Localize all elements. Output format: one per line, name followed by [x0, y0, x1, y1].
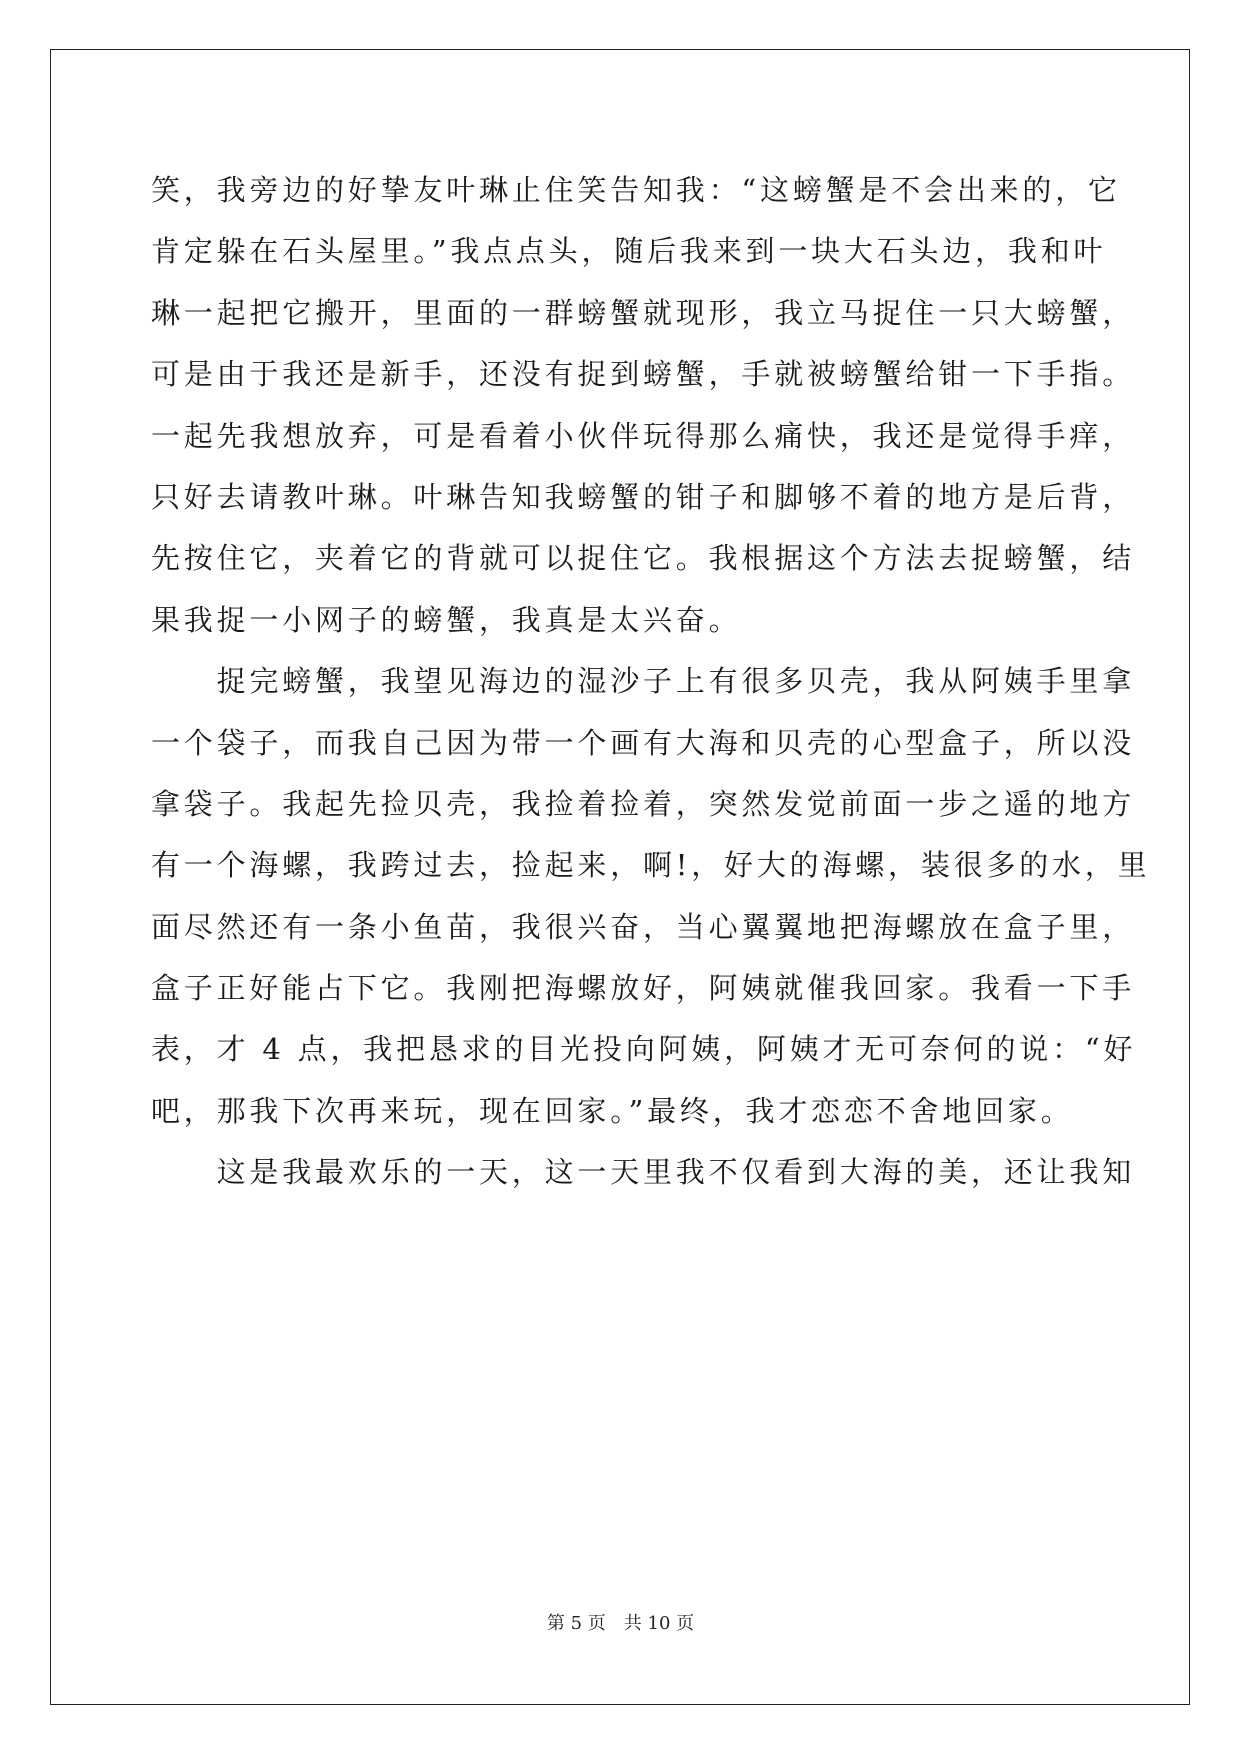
text-line: 一个袋子，而我自己因为带一个画有大海和贝壳的心型盒子，所以没 [151, 725, 1136, 760]
text-line: 只好去请教叶琳。叶琳告知我螃蟹的钳子和脚够不着的地方是后背， [151, 479, 1136, 514]
text-line: 这是我最欢乐的一天，这一天里我不仅看到大海的美，还让我知 [151, 1155, 1136, 1190]
page-number: 第 5 页 共 10 页 [546, 1613, 695, 1634]
text-line: 肯定躲在石头屋里。”我点点头，随后我来到一块大石头边，我和叶 [151, 234, 1107, 269]
text-line: 表，才 4 点，我把恳求的目光投向阿姨，阿姨才无可奈何的说：“好 [151, 1032, 1137, 1067]
document-body [151, 160, 1151, 1204]
text-line: 可是由于我还是新手，还没有捉到螃蟹，手就被螃蟹给钳一下手指。 [151, 357, 1136, 392]
text-line: 有一个海螺，我跨过去，捡起来，啊!，好大的海螺，装很多的水，里 [151, 848, 1151, 883]
text-line: 面尽然还有一条小鱼苗，我很兴奋，当心翼翼地把海螺放在盒子里， [151, 909, 1136, 944]
text-line: 笑，我旁边的好挚友叶琳止住笑告知我：“这螃蟹是不会出来的，它 [151, 173, 1121, 207]
text-line: 吧，那我下次再来玩，现在回家。”最终，我才恋恋不舍地回家。 [151, 1093, 1074, 1128]
text-line: 盒子正好能占下它。我刚把海螺放好，阿姨就催我回家。我看一下手 [151, 971, 1136, 1006]
text-line: 琳一起把它搬开，里面的一群螃蟹就现形，我立马捉住一只大螃蟹， [151, 295, 1136, 330]
text-line: 先按住它，夹着它的背就可以捉住它。我根据这个方法去捉螃蟹，结 [151, 541, 1136, 576]
text-line: 拿袋子。我起先捡贝壳，我捡着捡着，突然发觉前面一步之遥的地方 [151, 786, 1136, 821]
text-line: 捉完螃蟹，我望见海边的湿沙子上有很多贝壳，我从阿姨手里拿 [151, 664, 1136, 699]
text-line: 果我捉一小网子的螃蟹，我真是太兴奋。 [151, 602, 742, 637]
text-line: 一起先我想放弃，可是看着小伙伴玩得那么痛快，我还是觉得手痒， [151, 418, 1136, 453]
